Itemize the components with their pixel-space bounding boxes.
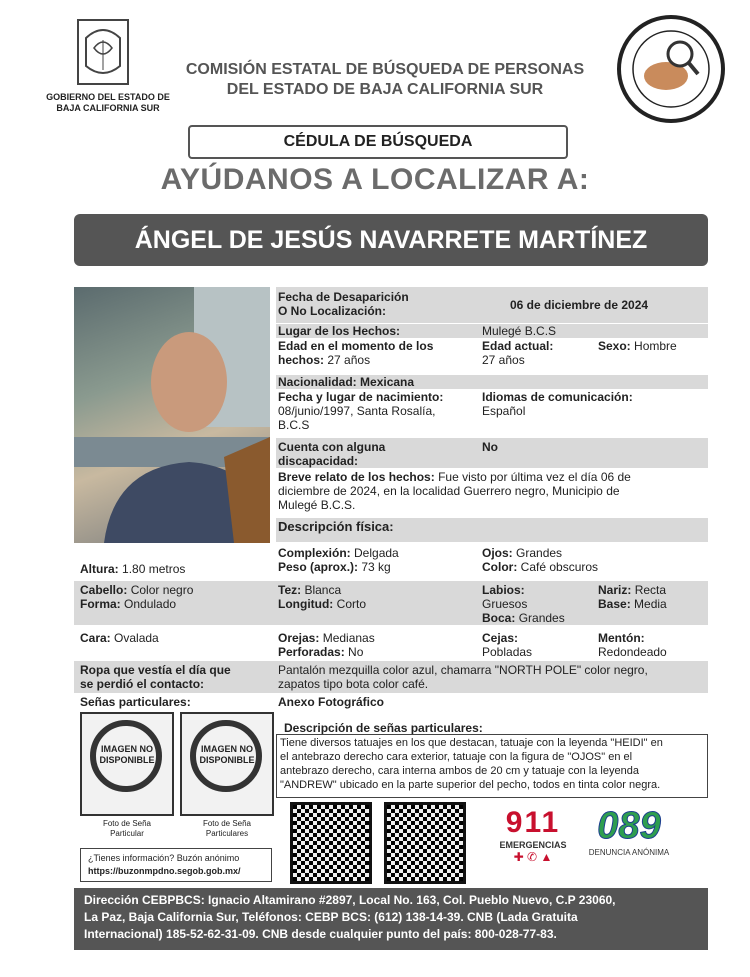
ropa-label: Ropa que vestía el día que se perdió el contacto: [80, 663, 231, 691]
fecha-label: Fecha de Desaparición O No Localización: [278, 290, 409, 318]
edad-hechos: Edad en el momento de los hechos: 27 años [278, 339, 434, 367]
emergency-911-logo [492, 806, 574, 866]
org-line-2: DEL ESTADO DE BAJA CALIFORNIA SUR [226, 81, 544, 98]
cara: Cara: Ovalada [80, 631, 159, 645]
person-portrait-icon [74, 287, 270, 543]
tez: Tez: Blanca Longitud: Corto [278, 583, 366, 611]
organization-title [150, 60, 620, 100]
desc-senas-text: Tiene diversos tatuajes en los que destacan, tatuaje con la leyenda "HEIDI" en el antebrazo derecho cara exterior, tatuaje con la figura de "OJOS" en el antebrazo derecho, cara interna ambos de 20 cm y tatuaje con la leyenda "ANDREW" ubicado en la parte superior del pecho, todos en tinta color negra. [280, 737, 663, 791]
commission-seal-icon [616, 14, 726, 124]
cejas: Cejas: Pobladas [482, 631, 533, 659]
buzon-question: ¿Tienes información? Buzón anónimo [88, 853, 240, 863]
cabello: Cabello: Color negro Forma: Ondulado [80, 583, 194, 611]
desc-senas-label: Descripción de señas particulares: [284, 721, 483, 735]
no-image-placeholder-1: IMAGEN NO DISPONIBLE Foto de Seña Particular [80, 712, 174, 816]
911-number: 911 [505, 806, 561, 839]
org-line-1: COMISIÓN ESTATAL DE BÚSQUEDA DE PERSONAS [185, 61, 585, 78]
nacionalidad: Nacionalidad: Mexicana [278, 375, 415, 389]
emergency-services-icon: ✚ ✆ ▲ [513, 850, 553, 864]
state-crest-icon [76, 18, 130, 86]
senas-label: Señas particulares: [80, 695, 191, 709]
discapacidad-label: Cuenta con alguna discapacidad: [278, 440, 386, 468]
089-number: 089 [597, 805, 661, 847]
089-caption: DENUNCIA ANÓNIMA [588, 848, 670, 857]
cedula-title: CÉDULA DE BÚSQUEDA [188, 125, 568, 159]
buzon-text [88, 852, 240, 878]
footer-line-2: La Paz, Baja California Sur, Teléfonos: CEBP BCS: (612) 138-14-39. CNB (Lada Gratuita [84, 910, 578, 924]
footer-line-3: Internacional) 185-52-62-31-09. CNB desde cualquier punto del país: 800-028-77-83. [84, 927, 557, 941]
altura: Altura: 1.80 metros [80, 562, 186, 576]
nariz: Nariz: Recta Base: Media [598, 583, 667, 611]
qr-code-1[interactable] [290, 802, 372, 884]
gov-line-2: BAJA CALIFORNIA SUR [56, 103, 160, 113]
labios: Labios: Gruesos Boca: Grandes [482, 583, 565, 625]
idiomas: Idiomas de comunicación: Español [482, 390, 633, 418]
qr-code-2[interactable] [384, 802, 466, 884]
footer-address [74, 888, 708, 950]
gov-line-1: GOBIERNO DEL ESTADO DE [46, 92, 170, 102]
descripcion-label: Descripción física: [278, 519, 394, 534]
anexo-label: Anexo Fotográfico [278, 695, 385, 709]
no-image-placeholder-2: IMAGEN NO DISPONIBLE Foto de Seña Particulares [180, 712, 274, 816]
help-locate-heading: AYÚDANOS A LOCALIZAR A: [160, 163, 590, 196]
complexion: Complexión: Delgada Peso (aprox.): 73 kg [278, 546, 399, 574]
lugar-label: Lugar de los Hechos: [278, 324, 401, 338]
missing-person-name: ÁNGEL DE JESÚS NAVARRETE MARTÍNEZ [74, 214, 708, 266]
lugar-value: Mulegé B.C.S [482, 324, 557, 338]
ojos: Ojos: Grandes Color: Café obscuros [482, 546, 599, 574]
relato: Breve relato de los hechos: Fue visto por última vez el día 06 de diciembre de 2024, en la localidad Guerrero negro, Municipio de Mulegé B.C.S. [278, 470, 631, 512]
missing-person-photo [74, 287, 270, 543]
denuncia-089-logo [584, 804, 674, 866]
menton: Mentón: Redondeado [598, 631, 667, 659]
edad-actual: Edad actual: 27 años [482, 339, 554, 367]
footer-line-1: Dirección CEBPBCS: Ignacio Altamirano #2897, Local No. 163, Col. Pueblo Nuevo, C.P 23060, [84, 893, 616, 907]
discapacidad-value: No [482, 440, 498, 454]
buzon-link[interactable]: https://buzonmpdno.segob.gob.mx/ [88, 866, 241, 876]
fecha-value: 06 de diciembre de 2024 [510, 298, 649, 312]
nacimiento: Fecha y lugar de nacimiento: 08/junio/1997, Santa Rosalía, B.C.S [278, 390, 444, 432]
sexo: Sexo: Hombre [598, 339, 677, 353]
orejas: Orejas: Medianas Perforadas: No [278, 631, 375, 659]
911-caption: EMERGENCIAS [499, 840, 567, 850]
ropa-value: Pantalón mezquilla color azul, chamarra "NORTH POLE" color negro, zapatos tipo bota color café. [278, 663, 648, 691]
